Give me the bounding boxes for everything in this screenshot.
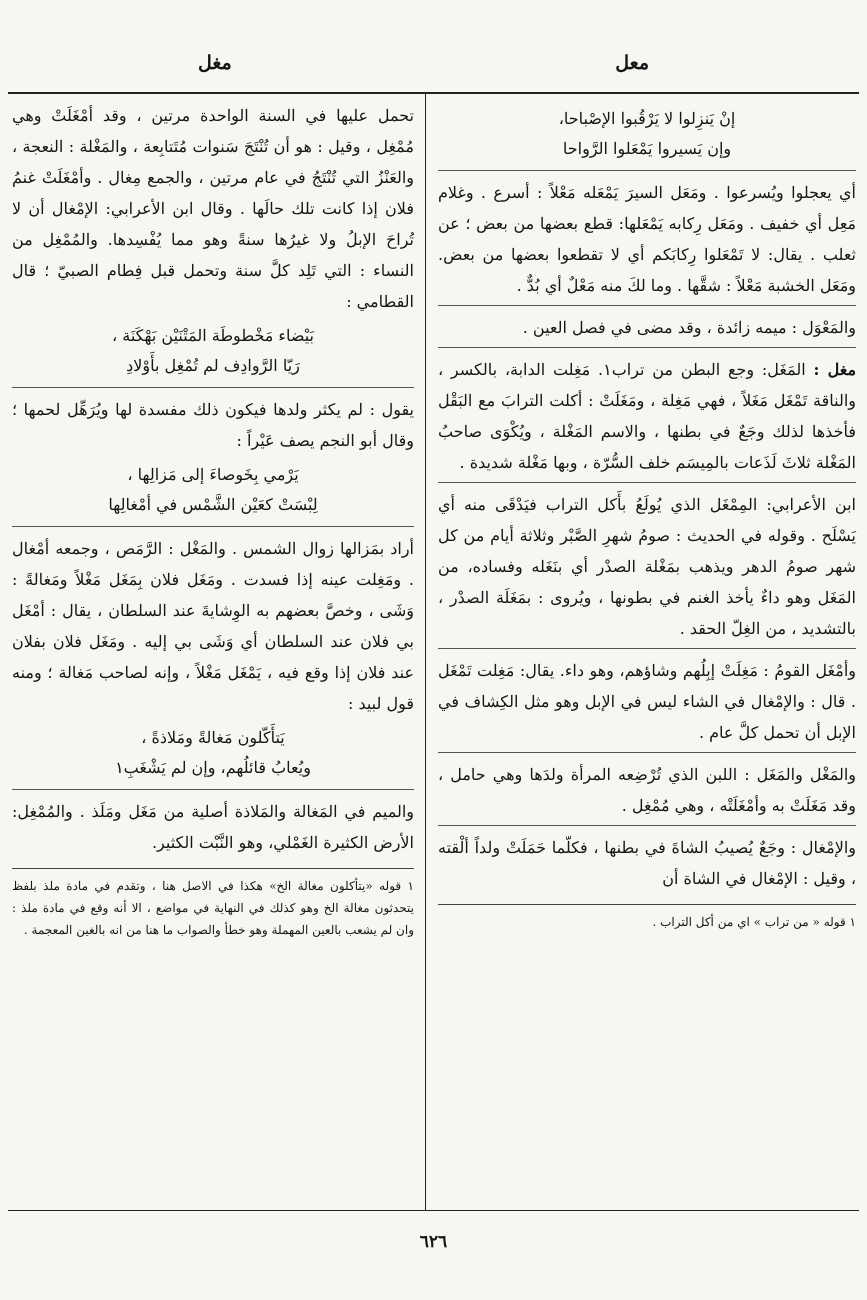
left-column-headword: مغل [198, 52, 232, 74]
paragraph-separator [438, 482, 856, 483]
page-header [0, 52, 867, 92]
footnote: ١ قوله « من تراب » اي من أكل التراب . [652, 915, 856, 929]
paragraph: والمَعْوَل : ميمه زائدة ، وقد مضى في فصل العين . [522, 318, 856, 337]
paragraph: والإمْغال : وجَعٌ يُصيبُ الشاةَ في بطنها ، فكلّما حَمَلَتْ ولداً ألْقته ، وقيل : الإمْغال في الشاة أن [438, 838, 856, 888]
verse-line: ويُعابُ قائلُهم، وإن لم يَشْغَبِ١ [115, 758, 311, 777]
paragraph: يقول : لم يكثر ولدها فيكون ذلك مفسدة لها ويُرَهِّل لحمها ؛ وقال أبو النجم يصف عَيْراً : [12, 400, 414, 450]
paragraph: والمَغْل والمَغَل : اللبن الذي تُرْضِعه المرأة ولدَها وهي حامل ، وقد مَغَلَتْ به وأمْغَلَتْه ، وهي مُمْغِل . [438, 765, 856, 815]
paragraph-separator [438, 170, 856, 171]
paragraph-separator [438, 825, 856, 826]
header-rule [8, 92, 859, 94]
paragraph: أراد بمَزالها زوال الشمس . والمَغْل : الرَّمَص ، وجمعه أمْغال . ومَغِلت عينه إذا فسدت . ومَغَل فلان بِمَغَل مَغْلاً ومَغالةً : وَشَى ، وخصَّ بعضهم به الوِشايةَ عند السلطان ، يقال : أمْغَل بي فلان عند السلطان أي وَشَى بي إليه . ومَغَل فلان بفلان عند فلان إذا وقع فيه ، يَمْغَل مَغْلاً ، وإنه لصاحب مَغالة ؛ ومنه قول لبيد : [12, 539, 414, 713]
right-column [438, 100, 856, 933]
verse-line: رَيّا الرَّوادِف لم تُمْغِل بأَوْلادِ [126, 356, 300, 375]
verse-line: وإن يَسيروا يَمْعَلوا الرَّواحا [562, 139, 732, 158]
paragraph: والميم في المَغالة والمَلاذة أصلية من مَغَل ومَلَذ . والمُمْغِل: الأرض الكثيرة الغَمْلي، وهو النَّبْت الكثير. [12, 802, 414, 852]
right-column-headword: معل [615, 52, 649, 74]
footnote-rule [438, 904, 856, 905]
column-divider [425, 92, 426, 1210]
paragraph-separator [438, 752, 856, 753]
entry-headword: مغل : [813, 360, 857, 379]
verse [12, 723, 414, 783]
paragraph: ابن الأعرابي: المِمْغَل الذي يُولَعُ بأَكل التراب فيَدْقَى منه أي يَسْلَح . وقوله في الحديث : صومُ شهرِ الصَّبْر وثلاثة أيام من كل شهر صومُ الدهر ويذهب بمَغْلة الصدْر أي بنَغَله وفساده، من المَغَل وهو داءٌ يأخذ الغنم في بطونها ، ويُروى : بمَغَلَة الصدْر ، بالتشديد ، من الغِلّ الحقد . [438, 495, 856, 638]
entry-text: المَغَل: وجع البطن من تراب١. مَغِلت الدابة، بالكسر ، والناقة تَمْغَل مَغَلاً ، فهي مَغِلة ، ومَغَلَتْ : أكلت الترابَ مع البَقْل فأخذها لذلك وجَعٌ في بطنها ، والاسم المَغْلة ، ويُكْوَى صاحبُ المَغْلة ثلاثَ لَذَعات بالمِيسَم خلف السُّرّة ، وبها مَغْلة شديدة . [438, 360, 856, 472]
footnote-rule [12, 868, 414, 869]
paragraph-separator [12, 789, 414, 790]
verse [12, 321, 414, 381]
paragraph-separator [438, 305, 856, 306]
verse-line: يَرْمي بِخَوصاءَ إلى مَزالِها ، [127, 465, 299, 484]
verse-line: إنْ يَنزِلوا لا يَرْقُبوا الإصْباحا، [558, 109, 736, 128]
page-number: ٦٢٦ [419, 1232, 448, 1252]
paragraph-separator [438, 648, 856, 649]
footnote: ١ قوله «يتأكلون مغالة الخ» هكذا في الاصل هنا ، وتقدم في مادة ملذ بلفظ يتحدثون مغالة الخ وهو كذلك في النهاية في مواضع ، الا أنه وقع في مادة ملذ : وان لم يشعب بالعين المهملة وهو خطأ والصواب ما هنا من انه بالغين المعجمة . [12, 879, 414, 937]
verse-line: يَتأَكّلون مَغالةً ومَلاذةً ، [141, 728, 285, 747]
verse-line: بَيْضاء مَخْطوطَة المَتْنَيْن بَهْكَنَة ، [112, 326, 314, 345]
left-column [12, 100, 414, 941]
paragraph: تحمل عليها في السنة الواحدة مرتين ، وقد أمْغَلَتْ وهي مُمْغِل ، وقيل : هو أن تُنْتَجَ سَنوات مُتَتابِعة ، والمَغْلة : النعجة ، والعَنْزُ التي تُنْتَجُ في عام مرتين ، والجمع مِغال . وأمْغَلَتْ غنمُ فلان إذا كانت تلك حالَها . وقال ابن الأعرابي: الإمْغال أن لا تُراحَ الإبلُ ولا غيرُها سنةً وهو مما يُفْسِدها. والمُمْغِل من النساء : التي تَلِد كلَّ سنة وتحمل قبل فِطام الصبيّ ؛ قال القطامي : [12, 106, 414, 311]
entry-paragraph [438, 354, 856, 478]
paragraph-separator [12, 526, 414, 527]
paragraph: أي يعجلوا ويُسرعوا . ومَعَل السيرَ يَمْعَله مَعْلاً : أسرع . وغلام مَعِل أي خفيف . ومَعَل رِكابه يَمْعَلها: قطع بعضها من بعض ؛ عن ثعلب . يقال: لا تَمْعَلوا رِكابَكم أي لا تقطعوا بعضها من بعض. ومَعَل الخشبة مَعْلاً : شقَّها . وما لكَ منه مَعْلٌ أي بُدٌّ . [438, 183, 856, 295]
verse [12, 460, 414, 520]
paragraph-separator [12, 387, 414, 388]
paragraph-separator [438, 347, 856, 348]
verse [438, 104, 856, 164]
footer-rule [8, 1210, 859, 1211]
paragraph: وأمْغَل القومُ : مَغِلَتْ إبِلُهم وشاؤهم، وهو داء. يقال: مَغِلت تَمْغَل . قال : والإمْغال في الشاء ليس في الإبل وهو مثل الكِشاف في الإبل أن تحمل كلَّ عام . [438, 661, 856, 742]
verse-line: لِبْسَتْ كعَيْن الشَّمْس في أمْغالِها [108, 495, 318, 514]
